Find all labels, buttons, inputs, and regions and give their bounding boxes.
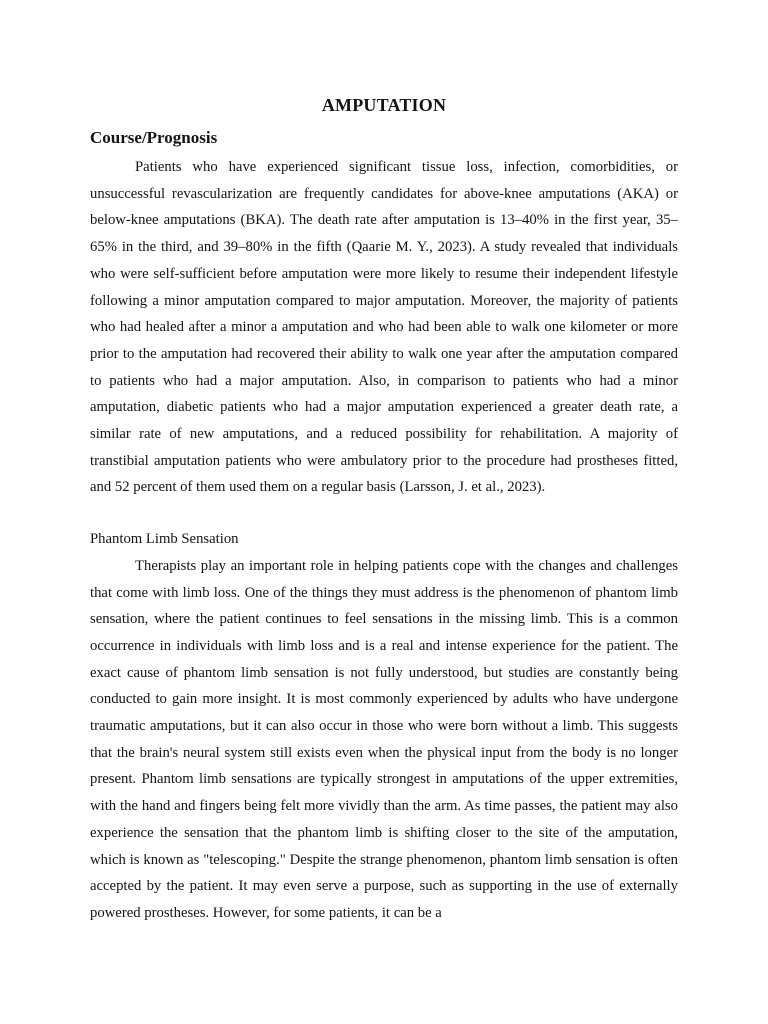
section-heading-course-prognosis: Course/Prognosis — [90, 128, 218, 147]
paragraph-phantom-limb-sensation: Therapists play an important role in helping patients cope with the changes and challenges that come with limb loss. One of the things they must address is the phenomenon of phantom limb sensation, where the patient continues to feel sensations in the missing limb. This is a common occurrence in individuals with limb loss and is a real and intense experience for the patient. The exact cause of phantom limb sensation is not fully understood, but studies are constantly being conducted to gain more insight. It is most commonly experienced by adults who have undergone traumatic amputations, but it can also occur in those who were born without a limb. This suggests that the brain's neural system still exists even when the physical input from the body is no longer present. Phantom limb sensations are typically strongest in amputations of the upper extremities, with the hand and fingers being felt more vividly than the arm. As time passes, the patient may also experience the sensation that the phantom limb is shifting closer to the site of the amputation, which is known as "telescoping." Despite the strange phenomenon, phantom limb sensation is often accepted by the patient. It may even serve a purpose, such as supporting in the use of externally powered prostheses. However, for some patients, it can be a — [90, 557, 678, 921]
document-page — [90, 92, 678, 927]
paragraph-course-prognosis: Patients who have experienced significant tissue loss, infection, comorbidities, or unsuccessful revascularization are frequently candidates for above-knee amputations (AKA) or below-knee amputations (BKA). The death rate after amputation is 13–40% in the first year, 35–65% in the third, and 39–80% in the fifth (Qaarie M. Y., 2023). A study revealed that individuals who were self-sufficient before amputation were more likely to resume their independent lifestyle following a minor amputation compared to major amputation. Moreover, the majority of patients who had healed after a minor a amputation and who had been able to walk one kilometer or more prior to the amputation had recovered their ability to walk one year after the amputation compared to patients who had a major amputation. Also, in comparison to patients who had a minor amputation, diabetic patients who had a major amputation experienced a greater death rate, a similar rate of new amputations, and a reduced possibility for rehabilitation. A majority of transtibial amputation patients who were ambulatory prior to the procedure had prostheses fitted, and 52 percent of them used them on a regular basis (Larsson, J. et al., 2023). — [90, 159, 678, 496]
document-title: AMPUTATION — [321, 95, 447, 115]
subheading-phantom-limb-sensation: Phantom Limb Sensation — [90, 531, 239, 548]
